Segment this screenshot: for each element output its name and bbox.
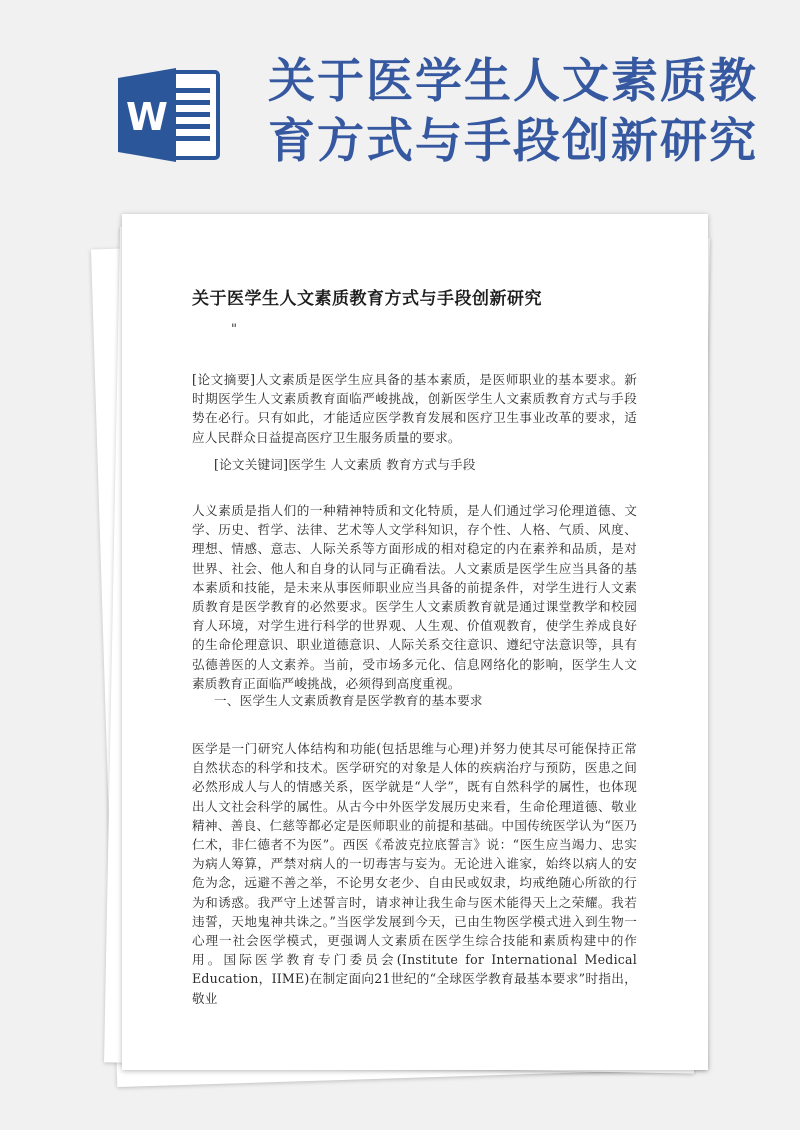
body-paragraph-2: 医学是一门研究人体结构和功能(包括思维与心理)并努力使其尽可能保持正常自然状态的科学和技术。医学研究的对象是人体的疾病治疗与预防，医患之间必然形成人与人的情感关系，医学就是“人学”，既有自然科学的属性，也体现出人文社会科学的属性。从古今中外医学发展历史来看，生命伦理道德、敬业精神、善良、仁慈等都必定是医师职业的前提和基础。中国传统医学认为“医乃仁术，非仁德者不为医”。西医《希波克拉底誓言》说：“医生应当竭力、忠实为病人筹算，严禁对病人的一切毒害与妄为。无论进入谁家，始终以病人的安危为念，远避不善之举，不论男女老少、自由民或奴隶，均戒绝随心所欲的行为和诱惑。我严守上述誓言时，请求神让我生命与医术能得天上之荣耀。我若违誓，天地鬼神共诛之。”当医学发展到今天，已由生物医学模式进入到生物一心理一社会医学模式，更强调人文素质在医学生综合技能和素质构建中的作用。国际医学教育专门委员会(Institute for International Medical Education，IIME)在制定面向21世纪的“全球医学教育最基本要求”时指出，敬业	[192, 741, 637, 1006]
banner-title	[268, 52, 788, 172]
section-heading-1: 一、医学生人文素质教育是医学教育的基本要求	[214, 693, 483, 708]
svg-text:W: W	[126, 95, 168, 139]
banner-title-line2: 育方式与手段创新研究	[268, 114, 758, 169]
keywords-line: [论文关键词]医学生 人文素质 教育方式与手段	[214, 457, 476, 472]
banner	[0, 0, 800, 200]
abstract-paragraph: [论文摘要]人文素质是医学生应具备的基本素质，是医师职业的基本要求。新时期医学生人文素质教育面临严峻挑战，创新医学生人文素质教育方式与手段势在必行。只有如此，才能适应医学教育发展和医疗卫生事业改革的要求，适应人民群众日益提高医疗卫生服务质量的要求。	[192, 372, 637, 445]
stray-mark: "	[231, 322, 237, 337]
word-document-icon	[118, 66, 222, 164]
document-title: 关于医学生人文素质教育方式与手段创新研究	[192, 289, 542, 309]
banner-title-line1: 关于医学生人文素质教	[268, 54, 758, 109]
body-paragraph-1: 人义素质是指人们的一种精神特质和文化特质，是人们通过学习伦理道德、文学、历史、哲学、法律、艺术等人文学科知识，存个性、人格、气质、风度、理想、情感、意志、人际关系等方面形成的相对稳定的内在素养和品质，是对世界、社会、他人和自身的认同与正确看法。人文素质是医学生应当具备的基本素质和技能，是未来从事医师职业应当具备的前提条件，对学生进行人文素质教育是医学教育的必然要求。医学生人文素质教育就是通过课堂教学和校园育人环境，对学生进行科学的世界观、人生观、价值观教育，使学生养成良好的生命伦理意识、职业道德意识、人际关系交往意识、遵纪守法意识等，具有弘德善医的人文素养。当前，受市场多元化、信息网络化的影响，医学生人文素质教育正面临严峻挑战，必须得到高度重视。	[192, 503, 637, 691]
